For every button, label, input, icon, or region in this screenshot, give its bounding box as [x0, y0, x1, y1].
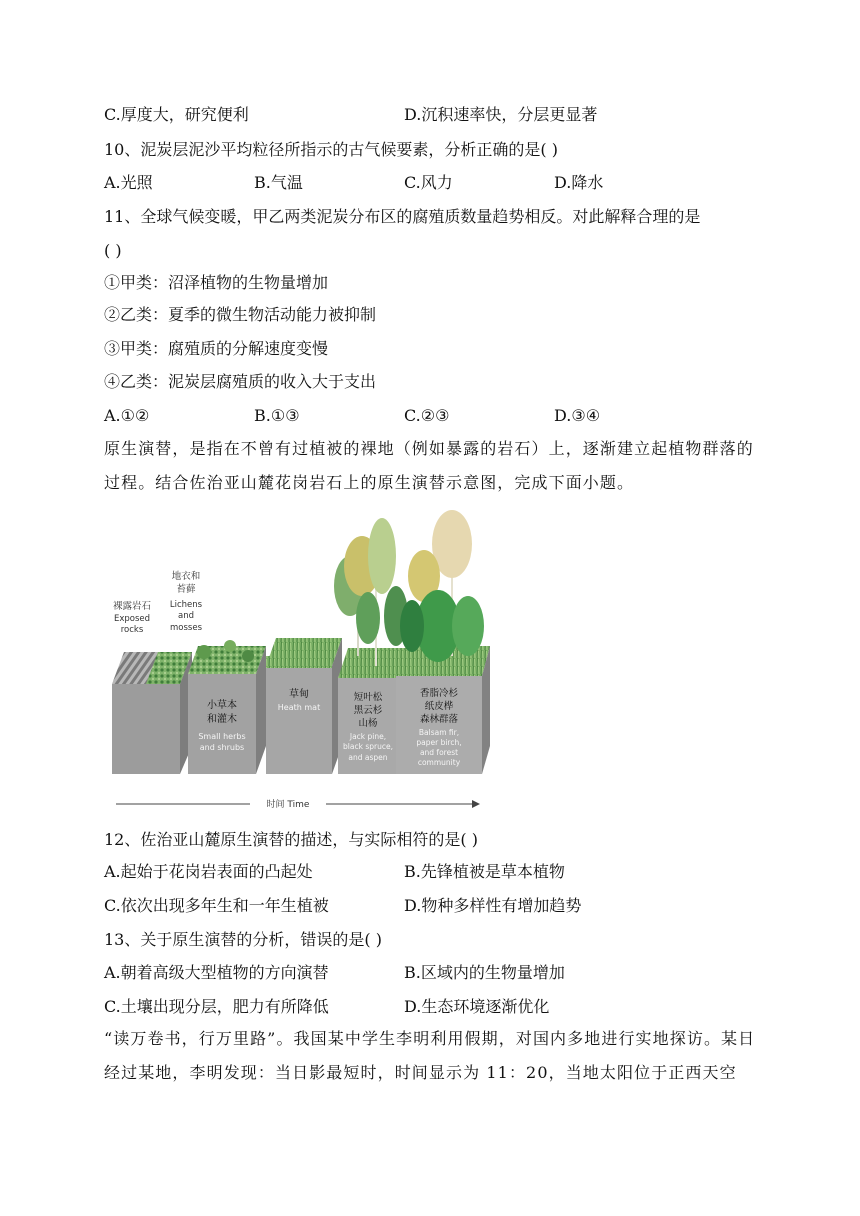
svg-text:rocks: rocks: [120, 625, 144, 635]
q11-item-1: ①甲类：沼泽植物的生物量增加: [104, 273, 329, 292]
q10-stem: 10、泥炭层泥沙平均粒径所指示的古气候要素，分析正确的是( ): [104, 140, 558, 159]
svg-text:草甸: 草甸: [289, 689, 309, 700]
q11-stem-line1: 11、全球气候变暖，甲乙两类泥炭分布区的腐殖质数量趋势相反。对此解释合理的是: [104, 207, 701, 226]
svg-text:地衣和: 地衣和: [171, 571, 201, 582]
stage-block-rock: [112, 652, 192, 774]
svg-text:community: community: [417, 758, 461, 767]
svg-text:小草本: 小草本: [207, 700, 237, 711]
svg-text:Heath mat: Heath mat: [277, 703, 321, 712]
label-exposed-rock: [113, 600, 152, 635]
svg-text:短叶松: 短叶松: [353, 692, 383, 703]
svg-text:Lichens: Lichens: [169, 600, 203, 610]
svg-text:和灌木: 和灌木: [207, 714, 237, 725]
q13-option-a: A.朝着高级大型植物的方向演替: [104, 963, 329, 982]
svg-text:Balsam fir,: Balsam fir,: [418, 728, 460, 737]
q12-option-a: A.起始于花岗岩表面的凸起处: [104, 862, 313, 881]
label-lichens-mosses: [170, 570, 203, 633]
q12-option-d: D.物种多样性有增加趋势: [404, 896, 582, 915]
q12-option-c: C.依次出现多年生和一年生植被: [104, 896, 329, 915]
svg-text:森林群落: 森林群落: [419, 714, 459, 725]
q13-stem: 13、关于原生演替的分析，错误的是( ): [104, 930, 382, 949]
svg-text:black spruce,: black spruce,: [343, 742, 393, 751]
passage-succession: 原生演替，是指在不曾有过植被的裸地（例如暴露的岩石）上，逐渐建立起植物群落的过程。结合佐治亚山麓花岗岩石上的原生演替示意图，完成下面小题。: [104, 439, 754, 492]
svg-text:and forest: and forest: [419, 748, 459, 757]
q10-option-d: D.降水: [554, 173, 604, 192]
svg-text:and shrubs: and shrubs: [199, 743, 245, 752]
q11-item-2: ②乙类：夏季的微生物活动能力被抑制: [104, 305, 377, 324]
succession-diagram: [100, 506, 500, 812]
q12-option-b: B.先锋植被是草本植物: [404, 862, 565, 881]
svg-text:mosses: mosses: [170, 623, 202, 633]
svg-text:纸皮桦: 纸皮桦: [424, 701, 454, 712]
time-axis-label: 时间 Time: [266, 800, 310, 810]
time-axis: [116, 798, 480, 810]
q11-option-c: C.②③: [404, 406, 450, 425]
q13-option-c: C.土壤出现分层，肥力有所降低: [104, 997, 329, 1016]
svg-text:裸露岩石: 裸露岩石: [112, 601, 152, 612]
svg-text:Jack pine,: Jack pine,: [349, 732, 387, 741]
svg-text:and aspen: and aspen: [348, 753, 388, 762]
q11-option-a: A.①②: [104, 406, 150, 425]
q10-option-a: A.光照: [104, 173, 153, 192]
svg-text:苔藓: 苔藓: [176, 584, 196, 595]
svg-text:Exposed: Exposed: [113, 614, 151, 624]
svg-text:Small herbs: Small herbs: [198, 732, 246, 741]
q11-item-3: ③甲类：腐殖质的分解速度变慢: [104, 339, 329, 358]
q12-stem: 12、佐治亚山麓原生演替的描述，与实际相符的是( ): [104, 830, 478, 849]
q11-option-d: D.③④: [554, 406, 601, 425]
q11-option-b: B.①③: [254, 406, 300, 425]
q11-stem-line2: ( ): [104, 241, 122, 260]
svg-text:香脂冷杉: 香脂冷杉: [419, 688, 459, 699]
q10-option-b: B.气温: [254, 173, 303, 192]
q11-item-4: ④乙类：泥炭层腐殖质的收入大于支出: [104, 372, 377, 391]
svg-text:and: and: [178, 611, 194, 621]
q10-option-c: C.风力: [404, 173, 453, 192]
q13-option-d: D.生态环境逐渐优化: [404, 997, 550, 1016]
svg-text:山杨: 山杨: [358, 718, 378, 729]
svg-text:paper birch,: paper birch,: [416, 738, 462, 747]
passage-li-ming: “读万卷书，行万里路”。我国某中学生李明利用假期，对国内多地进行实地探访。某日经过某地，李明发现：当日影最短时，时间显示为 11：20，当地太阳位于正西天空: [104, 1029, 756, 1082]
svg-text:黑云杉: 黑云杉: [353, 705, 383, 716]
q9-option-d: D.沉积速率快，分层更显著: [404, 105, 598, 124]
q9-option-c: C.厚度大，研究便利: [104, 105, 249, 124]
q13-option-b: B.区域内的生物量增加: [404, 963, 565, 982]
